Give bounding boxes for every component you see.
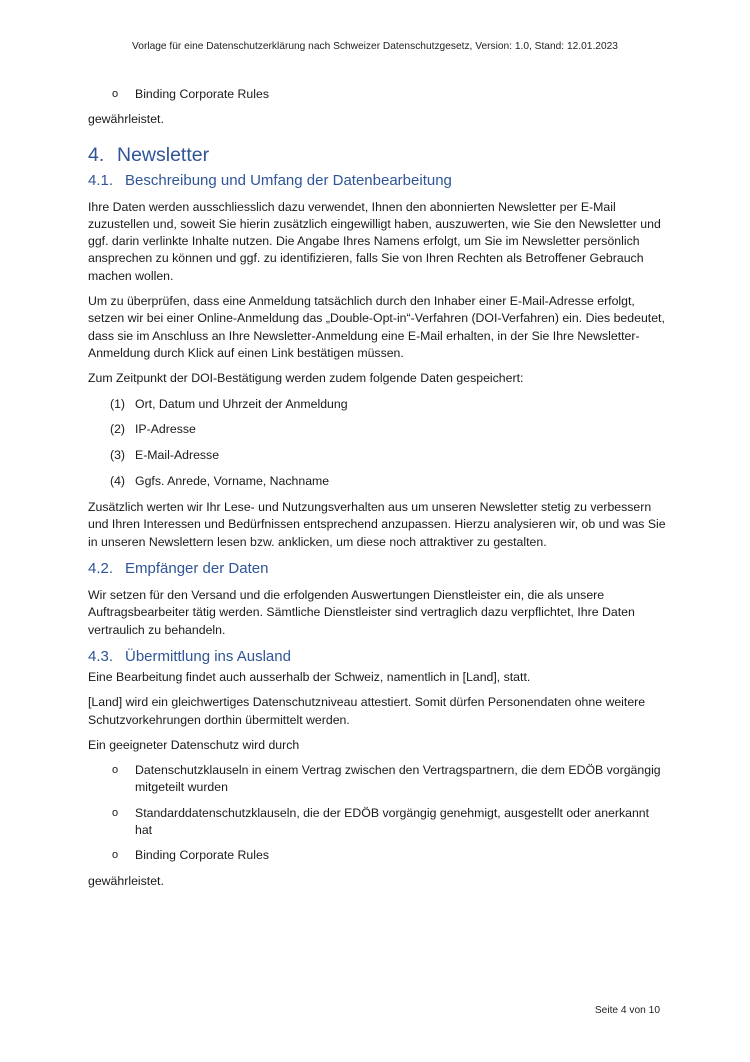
list-item	[88, 762, 668, 797]
subsection-number: 4.2.	[88, 560, 114, 578]
page-number: Seite 4 von 10	[594, 1005, 660, 1016]
paragraph: Eine Bearbeitung findet auch ausserhalb der Schweiz, namentlich in [Land], statt.	[88, 669, 531, 684]
intro-bullet-list	[88, 86, 668, 103]
list-item	[88, 473, 668, 490]
circle-bullet-icon: o	[112, 764, 119, 777]
list-item-text: Datenschutzklauseln in einem Vertrag zwischen den Vertragspartnern, die dem EDÖB vorgängig mitgeteilt wurden	[135, 763, 661, 795]
list-item-text: E-Mail-Adresse	[135, 448, 220, 463]
list-item	[88, 396, 668, 413]
paragraph: Zusätzlich werten wir Ihr Lese- und Nutzungsverhalten aus um unseren Newsletter stetig zu verbessern und Ihren Interessen und Bedürfnissen entsprechend anzupassen. Hierzu analysieren wir, ob und was Sie in unseren Newslettern lesen bzw. anklicken, um diese noch attraktiver zu gestalten.	[88, 500, 666, 549]
list-number: (1)	[110, 396, 126, 411]
subsection-title: Beschreibung und Umfang der Datenbearbeitung	[125, 171, 452, 189]
list-item-text: IP-Adresse	[135, 422, 196, 437]
section-title: Newsletter	[117, 143, 210, 166]
section-number: 4.	[88, 143, 105, 166]
subsection-title: Übermittlung ins Ausland	[125, 647, 291, 665]
paragraph: Ein geeigneter Datenschutz wird durch	[88, 737, 300, 752]
list-item-text: Binding Corporate Rules	[135, 848, 269, 863]
subsection-title: Empfänger der Daten	[125, 560, 269, 578]
safeguards-bullet-list	[88, 762, 668, 864]
closing-text: gewährleistet.	[88, 873, 164, 888]
subsection-heading-4-1	[88, 171, 668, 191]
list-item-text: Binding Corporate Rules	[135, 87, 269, 101]
intro-closing: gewährleistet.	[88, 112, 164, 127]
circle-bullet-icon: o	[112, 806, 119, 819]
page-content	[88, 86, 668, 898]
list-item	[88, 447, 668, 464]
page-header: Vorlage für eine Datenschutzerklärung nach Schweizer Datenschutzgesetz, Version: 1.0, Stand: 12.01.2023	[132, 41, 618, 52]
paragraph: Zum Zeitpunkt der DOI-Bestätigung werden zudem folgende Daten gespeichert:	[88, 371, 524, 386]
list-number: (3)	[110, 448, 126, 463]
section-heading-4	[88, 143, 668, 167]
list-number: (2)	[110, 422, 126, 437]
list-item-text: Ggfs. Anrede, Vorname, Nachname	[135, 474, 330, 489]
list-item	[88, 805, 668, 840]
list-item	[88, 847, 668, 864]
stored-data-list	[88, 396, 668, 491]
circle-bullet-icon: o	[112, 88, 119, 100]
paragraph: Um zu überprüfen, dass eine Anmeldung tatsächlich durch den Inhaber einer E-Mail-Adresse erfolgt, setzen wir bei einer Online-Anmeldung das „Double-Opt-in“-Verfahren (DOI-Verfahren) ein. Dies bedeutet, dass sie im Anschluss an Ihre Newsletter-Anmeldung eine E-Mail erhalten, in der Sie Ihre Newsletter-Anmeldung durch Klick auf einen Link bestätigen müssen.	[88, 294, 665, 360]
paragraph: Ihre Daten werden ausschliesslich dazu verwendet, Ihnen den abonnierten Newsletter per E-Mail zuzustellen und, soweit Sie hierin zusätzlich eingewilligt haben, auszuwerten, wie Sie den Newsletter und ggf. darin verlinkte Inhalte nutzen. Die Angabe Ihres Namens erfolgt, um Sie im Newsletter persönlich ansprechen zu können und ggf. zu identifizieren, falls Sie von Ihren Rechten als Betroffener Gebrauch machen wollen.	[88, 199, 661, 283]
list-number: (4)	[110, 474, 126, 489]
paragraph: [Land] wird ein gleichwertiges Datenschutzniveau attestiert. Somit dürfen Personendaten ohne weitere Schutzvorkehrungen dorthin übermittelt werden.	[88, 695, 646, 727]
list-item	[88, 86, 668, 103]
paragraph: Wir setzen für den Versand und die erfolgenden Auswertungen Dienstleister ein, die als unsere Auftragsbearbeiter tätig werden. Sämtliche Dienstleister sind vertraglich dazu verpflichtet, Ihre Daten vertraulich zu behandeln.	[88, 588, 635, 637]
list-item-text: Ort, Datum und Uhrzeit der Anmeldung	[135, 396, 348, 411]
subsection-heading-4-3	[88, 647, 668, 667]
subsection-number: 4.3.	[88, 647, 114, 665]
subsection-number: 4.1.	[88, 171, 114, 189]
subsection-heading-4-2	[88, 559, 668, 579]
list-item	[88, 421, 668, 438]
circle-bullet-icon: o	[112, 849, 119, 862]
list-item-text: Standarddatenschutzklauseln, die der EDÖB vorgängig genehmigt, ausgestellt oder anerkannt hat	[135, 805, 650, 837]
